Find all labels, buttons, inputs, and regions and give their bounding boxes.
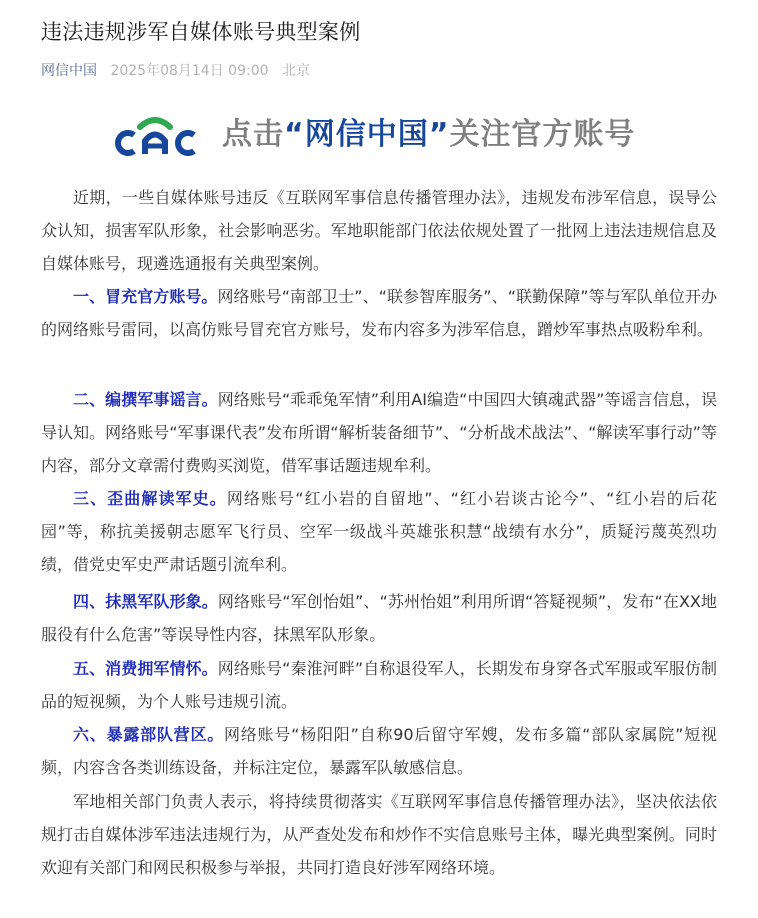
article-body xyxy=(41,181,717,884)
case-text-4: 网络账号“军创怡姐”、“苏州怡姐”利用所谓“答疑视频”，发布“在XX地服役有什么危害”等误导性内容，抹黑军队形象。 xyxy=(41,592,717,644)
case-paragraph-3 xyxy=(41,482,717,585)
banner-text xyxy=(222,115,635,155)
banner-prefix: 点击 xyxy=(222,117,284,152)
case-heading-2: 二、编撰军事谣言。 xyxy=(73,390,218,409)
case-paragraph-2 xyxy=(41,383,717,482)
case-text-5: 网络账号“秦淮河畔”自称退役军人，长期发布身穿各式军服或军服仿制品的短视频，为个人账号违规引流。 xyxy=(41,659,717,711)
case-heading-5: 五、消费拥军情怀。 xyxy=(73,659,218,678)
intro-paragraph: 近期，一些自媒体账号违反《互联网军事信息传播管理办法》，违规发布涉军信息，误导公众认知，损害军队形象，社会影响恶劣。军地职能部门依法依规处置了一批网上违法违规信息及自媒体账号，现遴选通报有关典型案例。 xyxy=(41,188,717,273)
article-meta xyxy=(41,61,310,81)
case-text-6: 网络账号“杨阳阳”自称90后留守军嫂，发布多篇“部队家属院”短视频，内容含各类训练设备，并标注定位，暴露军队敏感信息。 xyxy=(41,725,717,777)
case-paragraph-4 xyxy=(41,585,717,652)
banner-highlight: “网信中国” xyxy=(284,117,450,152)
case-paragraph-5 xyxy=(41,652,717,718)
publish-location: 北京 xyxy=(281,63,310,79)
source-account-link[interactable]: 网信中国 xyxy=(41,63,97,79)
case-text-2: 网络账号“乖乖兔军情”利用AI编造“中国四大镇魂武器”等谣言信息，误导认知。网络账号“军事课代表”发布所谓“解析装备细节”、“分析战术战法”、“解读军事行动”等内容，部分文章需付费购买浏览，借军事话题违规牟利。 xyxy=(41,390,717,475)
article-title: 违法违规涉军自媒体账号典型案例 xyxy=(41,20,361,44)
case-heading-1: 一、冒充官方账号。 xyxy=(73,287,218,306)
publish-date: 2025年08月14日 09:00 xyxy=(110,63,269,79)
case-text-3: 网络账号“红小岩的自留地”、“红小岩谈古论今”、“红小岩的后花园”等，称抗美援朝志愿军飞行员、空军一级战斗英雄张积慧“战绩有水分”，质疑污蔑英烈功绩，借党史军史严肃话题引流牟利。 xyxy=(41,489,717,574)
case-paragraph-6 xyxy=(41,718,717,785)
follow-banner[interactable] xyxy=(110,110,635,160)
case-heading-6: 六、暴露部队营区。 xyxy=(73,725,225,744)
case-text-1: 网络账号“南部卫士”、“联参智库服务”、“联勤保障”等与军队单位开办的网络账号雷同，以高仿账号冒充官方账号，发布内容多为涉军信息，蹭炒军事热点吸粉牟利。 xyxy=(41,287,717,339)
cac-logo-icon xyxy=(110,110,200,160)
banner-suffix: 关注官方账号 xyxy=(449,117,636,152)
case-heading-3: 三、歪曲解读军史。 xyxy=(73,489,227,508)
case-paragraph-1 xyxy=(41,280,717,383)
case-heading-4: 四、抹黑军队形象。 xyxy=(73,592,218,611)
closing-paragraph: 军地相关部门负责人表示，将持续贯彻落实《互联网军事信息传播管理办法》，坚决依法依规打击自媒体涉军违法违规行为，从严查处发布和炒作不实信息账号主体，曝光典型案例。同时欢迎有关部门和网民积极参与举报，共同打造良好涉军网络环境。 xyxy=(41,792,717,877)
